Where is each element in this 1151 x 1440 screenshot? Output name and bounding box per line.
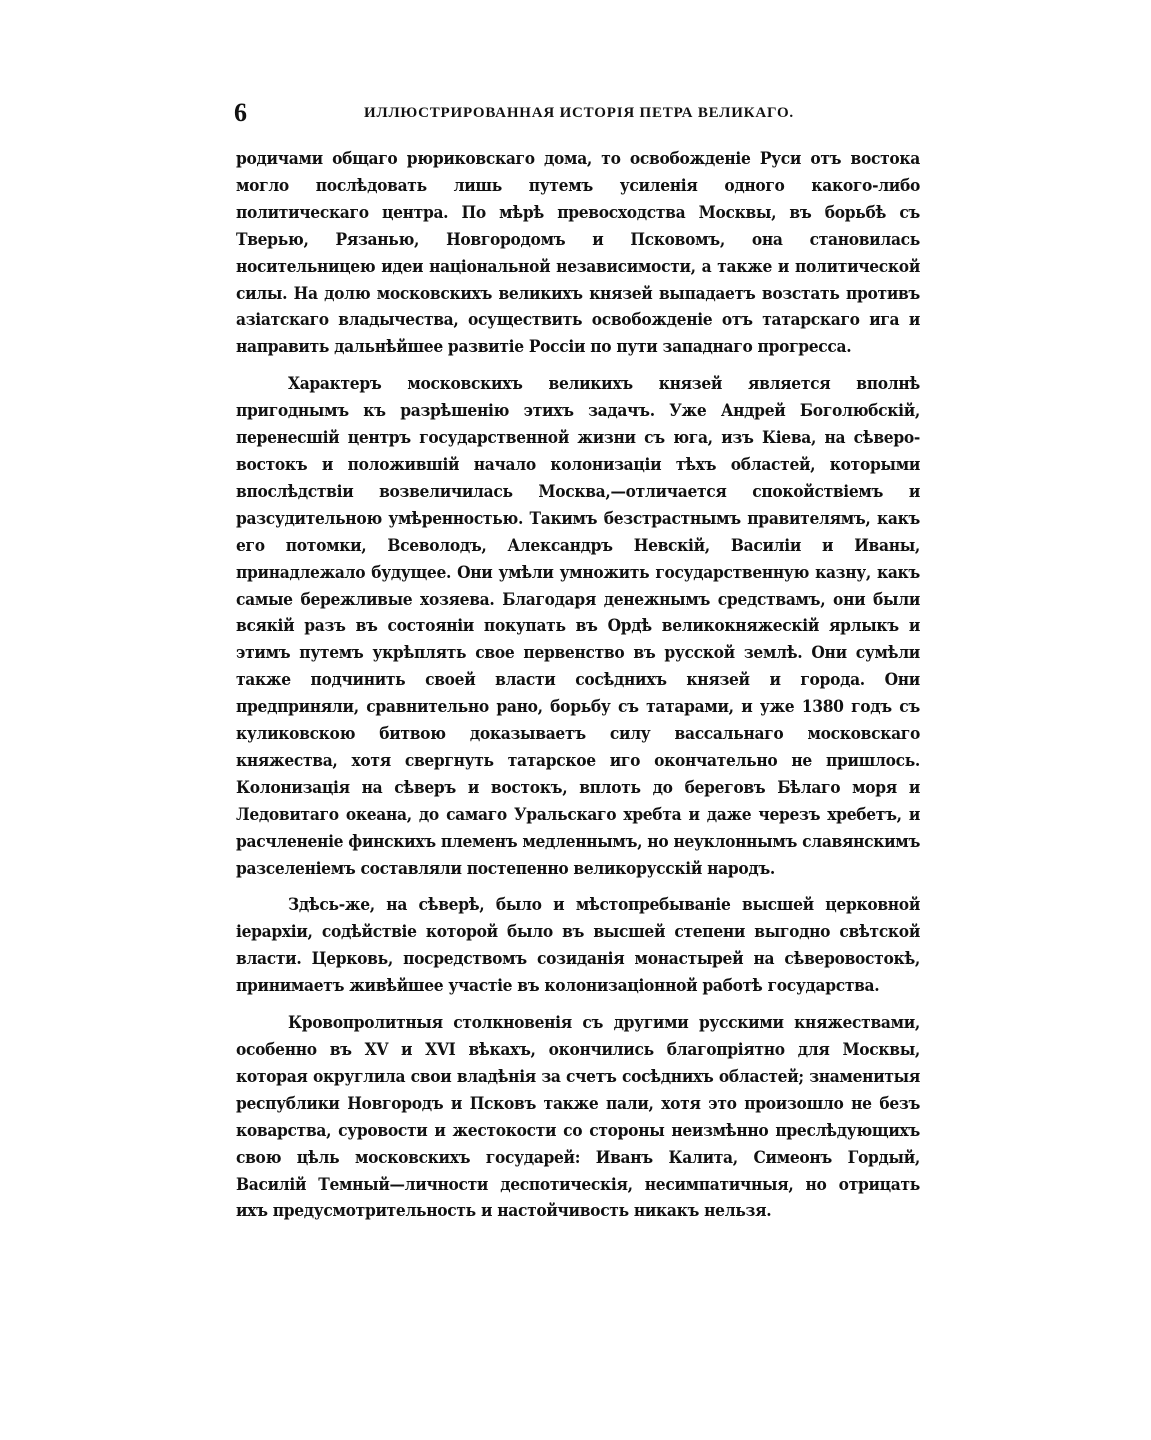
running-head: ИЛЛЮСТРИРОВАННАЯ ИСТОРІЯ ПЕТРА ВЕЛИКАГО. <box>364 105 794 121</box>
paragraph-2: Характеръ московскихъ великихъ князей является вполнѣ пригоднымъ къ разрѣшенію этихъ задачъ. Уже Андрей Боголюбскій, перенесшій центръ государственной жизни съ юга, изъ Кіева, на сѣверо-востокъ и положившій начало колонизаціи тѣхъ областей, которыми впослѣдствіи возвеличилась Москва,—отличается спокойствіемъ и разсудительною умѣренностью. Такимъ безстрастнымъ правителямъ, какъ его потомки, Всеволодъ, Александръ Невскій, Василіи и Иваны, принадлежало будущее. Они умѣли умножить государственную казну, какъ самые бережливые хозяева. Благодаря денежнымъ средствамъ, они были всякій разъ въ состояніи покупать въ Ордѣ великокняжескій ярлыкъ и этимъ путемъ укрѣплять свое первенство въ русской землѣ. Они сумѣли также подчинить своей власти сосѣднихъ князей и города. Они предприняли, сравнительно рано, борьбу съ татарами, и уже 1380 годъ съ куликовскою битвою доказываетъ силу вассальнаго московскаго княжества, хотя свергнуть татарское иго окончательно не пришлось. Колонизація на сѣверъ и востокъ, вплоть до береговъ Бѣлаго моря и Ледовитаго океана, до самаго Уральскаго хребта и даже черезъ хребетъ, и расчлененіе финскихъ племенъ медленнымъ, но неуклоннымъ славянскимъ разселеніемъ составляли постепенно великорусскій народъ. <box>236 374 920 879</box>
page-number: 6 <box>234 98 247 127</box>
page-body <box>236 146 920 1233</box>
page-header <box>234 95 924 131</box>
paragraph-1: родичами общаго рюриковскаго дома, то освобожденіе Руси отъ востока могло послѣдовать лишь путемъ усиленія одного какого-либо политическаго центра. По мѣрѣ превосходства Москвы, въ борьбѣ съ Тверью, Рязанью, Новгородомъ и Псковомъ, она становилась носительницею идеи національной независимости, а также и политической силы. На долю московскихъ великихъ князей выпадаетъ возстать противъ азіатскаго владычества, осуществить освобожденіе отъ татарскаго ига и направить дальнѣйшее развитіе Россіи по пути западнаго прогресса. <box>236 149 920 358</box>
paragraph-3: Здѣсь-же, на сѣверѣ, было и мѣстопребываніе высшей церковной іерархіи, содѣйствіе которой было въ высшей степени выгодно свѣтской власти. Церковь, посредствомъ созиданія монастырей на сѣверовостокѣ, принимаетъ живѣйшее участіе въ колонизаціонной работѣ государства. <box>236 895 920 997</box>
paragraph-4: Кровопролитныя столкновенія съ другими русскими княжествами, особенно въ XV и XVI вѣкахъ, окончились благопріятно для Москвы, которая округлила свои владѣнія за счетъ сосѣднихъ областей; знаменитыя республики Новгородъ и Псковъ также пали, хотя это произошло не безъ коварства, суровости и жестокости со стороны неизмѣнно преслѣдующихъ свою цѣль московскихъ государей: Иванъ Калита, Симеонъ Гордый, Василій Темный—личности деспотическія, несимпатичныя, но отрицать ихъ предусмотрительность и настойчивость никакъ нельзя. <box>236 1013 920 1222</box>
